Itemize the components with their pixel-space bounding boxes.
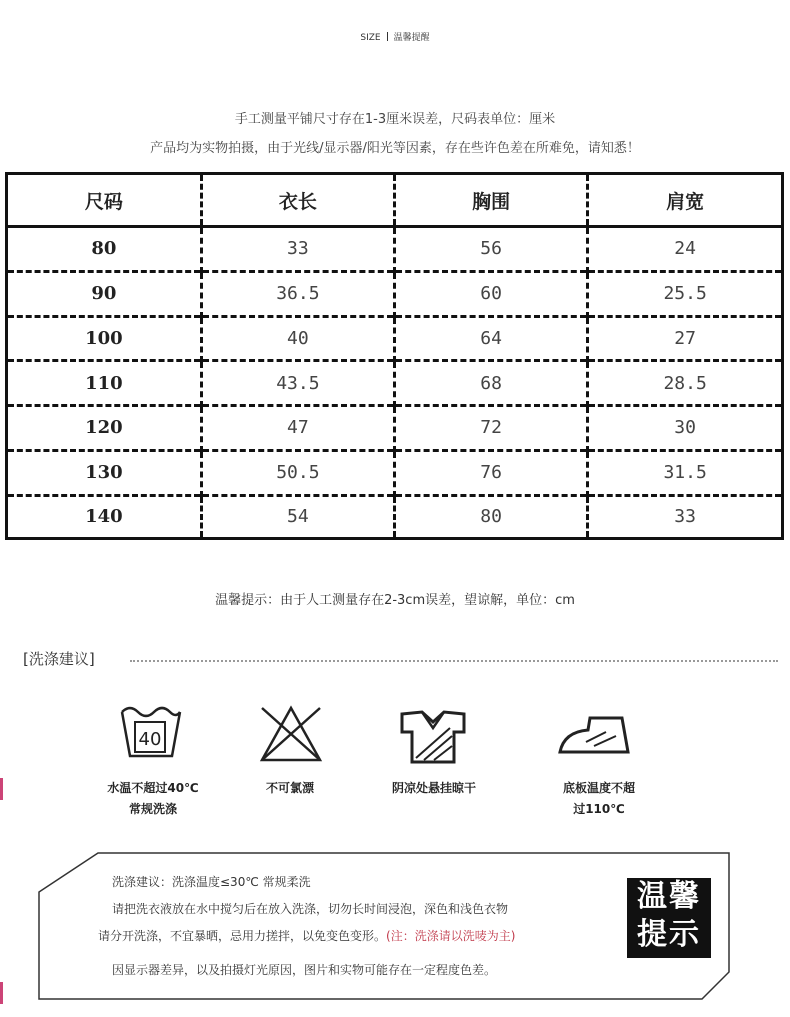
cell-shoulder: 30 bbox=[588, 406, 781, 451]
table-row bbox=[8, 316, 781, 361]
cell-chest: 76 bbox=[395, 450, 588, 495]
cell-shoulder: 33 bbox=[588, 495, 781, 537]
header-reminder: 温馨提醒 bbox=[393, 33, 430, 43]
header bbox=[0, 30, 790, 43]
cell-size: 90 bbox=[8, 271, 201, 316]
iron-label-line1: 底板温度不超 bbox=[562, 781, 635, 795]
wash-40-label-line1: 水温不超过40℃ bbox=[107, 781, 199, 795]
table-row bbox=[8, 450, 781, 495]
color-note: 产品均为实物拍摄，由于光线/显示器/阳光等因素，存在些许色差在所难免，请知悉！ bbox=[150, 141, 640, 156]
box-line-3-note: (注：洗涤请以洗唛为主) bbox=[386, 929, 516, 943]
cell-chest: 80 bbox=[395, 495, 588, 537]
wash-temp-text: 40 bbox=[138, 729, 162, 750]
table-row bbox=[8, 495, 781, 537]
header-length: 衣长 bbox=[201, 175, 394, 227]
iron-icon bbox=[556, 712, 638, 758]
header-divider bbox=[387, 32, 388, 41]
cell-shoulder: 24 bbox=[588, 227, 781, 272]
no-bleach-label bbox=[230, 778, 350, 799]
wash-40-icon bbox=[118, 702, 184, 760]
box-line-1: 洗涤建议：洗涤温度≤30℃ 常规柔洗 bbox=[112, 875, 311, 889]
edge-mark bbox=[0, 982, 3, 1004]
table-row bbox=[8, 361, 781, 406]
cell-chest: 56 bbox=[395, 227, 588, 272]
wash-40-label bbox=[88, 778, 218, 820]
cell-size: 100 bbox=[8, 316, 201, 361]
cell-chest: 68 bbox=[395, 361, 588, 406]
cell-shoulder: 27 bbox=[588, 316, 781, 361]
measurement-note: 手工测量平铺尺寸存在1-3厘米误差，尺码表单位：厘米 bbox=[234, 112, 556, 127]
cell-length: 47 bbox=[201, 406, 394, 451]
wash-section-title: [洗涤建议] bbox=[23, 650, 95, 668]
header-size: SIZE bbox=[360, 33, 381, 43]
shade-dry-label bbox=[372, 778, 496, 799]
cell-chest: 60 bbox=[395, 271, 588, 316]
cell-chest: 64 bbox=[395, 316, 588, 361]
cell-size: 80 bbox=[8, 227, 201, 272]
table-header-row bbox=[8, 175, 781, 227]
cell-shoulder: 25.5 bbox=[588, 271, 781, 316]
box-line-4: 因显示器差异，以及拍摄灯光原因，图片和实物可能存在一定程度色差。 bbox=[112, 963, 497, 977]
size-table bbox=[5, 172, 784, 540]
shade-dry-icon bbox=[398, 708, 468, 766]
no-bleach-label-line1: 不可氯漂 bbox=[265, 781, 314, 795]
cell-size: 120 bbox=[8, 406, 201, 451]
badge-line1: 温馨 bbox=[637, 879, 701, 914]
cell-length: 33 bbox=[201, 227, 394, 272]
edge-mark bbox=[0, 778, 3, 800]
cell-size: 140 bbox=[8, 495, 201, 537]
table-row bbox=[8, 271, 781, 316]
shade-dry-label-line1: 阴凉处悬挂晾干 bbox=[391, 781, 476, 795]
cell-size: 110 bbox=[8, 361, 201, 406]
cell-size: 130 bbox=[8, 450, 201, 495]
cell-shoulder: 31.5 bbox=[588, 450, 781, 495]
cell-length: 50.5 bbox=[201, 450, 394, 495]
cell-length: 40 bbox=[201, 316, 394, 361]
warm-tip-badge bbox=[627, 878, 711, 958]
iron-label-line2: 过110℃ bbox=[573, 802, 625, 816]
dotted-divider bbox=[130, 660, 778, 662]
header-chest: 胸围 bbox=[395, 175, 588, 227]
table-row bbox=[8, 227, 781, 272]
cell-shoulder: 28.5 bbox=[588, 361, 781, 406]
cell-length: 43.5 bbox=[201, 361, 394, 406]
cell-chest: 72 bbox=[395, 406, 588, 451]
box-line-3 bbox=[98, 927, 515, 944]
cell-length: 54 bbox=[201, 495, 394, 537]
header-shoulder: 肩宽 bbox=[588, 175, 781, 227]
no-bleach-icon bbox=[258, 704, 324, 764]
box-line-2: 请把洗衣液放在水中搅匀后在放入洗涤，切勿长时间浸泡，深色和浅色衣物 bbox=[112, 902, 509, 916]
cell-length: 36.5 bbox=[201, 271, 394, 316]
header-size: 尺码 bbox=[84, 190, 123, 213]
wash-40-label-line2: 常规洗涤 bbox=[128, 802, 177, 816]
measurement-tip: 温馨提示：由于人工测量存在2-3cm误差，望谅解，单位：cm bbox=[215, 593, 575, 608]
badge-line2: 提示 bbox=[637, 917, 701, 952]
iron-label bbox=[536, 778, 662, 820]
table-row bbox=[8, 406, 781, 451]
box-line-3-text: 请分开洗涤，不宜暴晒，忌用力搓拌，以免变色变形。 bbox=[98, 929, 387, 943]
